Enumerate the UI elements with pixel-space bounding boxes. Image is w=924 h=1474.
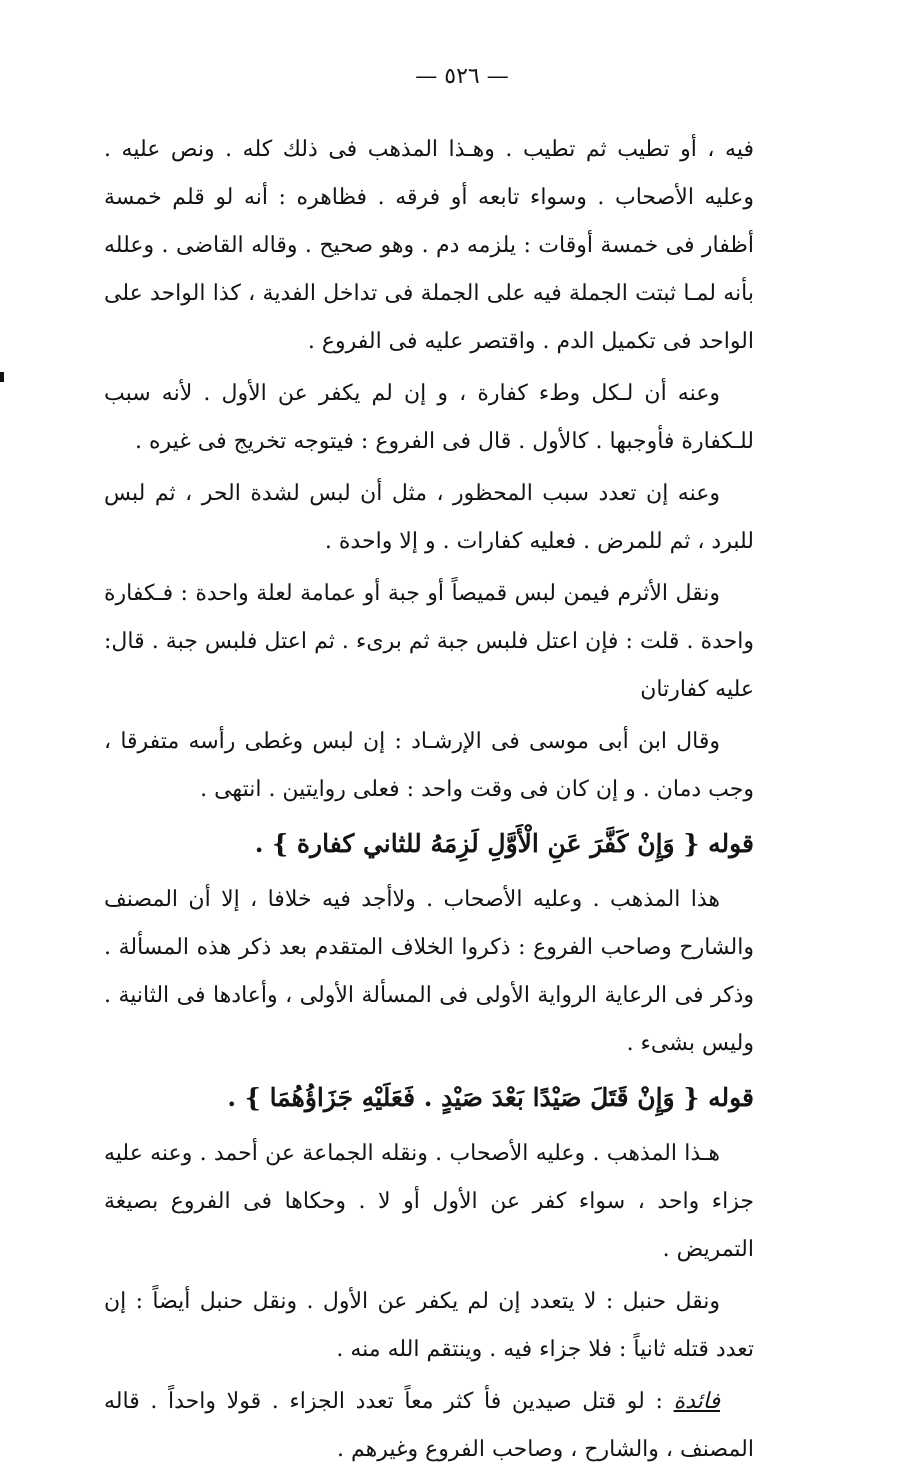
paragraph-3: وعنه إن تعدد سبب المحظور ، مثل أن لبس لشدة الحر ، ثم لبس للبرد ، ثم للمرض . فعليه كفارات . و إلا واحدة . xyxy=(104,481,754,554)
paragraph-7: هـذا المذهب . وعليه الأصحاب . ونقله الجماعة عن أحمد . وعنه عليه جزاء واحد ، سواء كفر عن الأول أو لا . وحكاها فى الفروع بصيغة التمريض . xyxy=(104,1141,754,1262)
section-heading-1: قوله { وَإِنْ كَفَّرَ عَنِ الْأَوَّلِ لَزِمَهُ للثاني كفارة } . xyxy=(254,829,754,858)
note-label: فائدة xyxy=(673,1389,720,1414)
paragraph-9 xyxy=(104,1378,754,1474)
paragraph-5: وقال ابن أبى موسى فى الإرشـاد : إن لبس وغطى رأسه متفرقا ، وجب دمان . و إن كان فى وقت واحد : فعلى روايتين . انتهى . xyxy=(104,729,754,802)
note-text: : لو قتل صيدين فأ كثر معاً تعدد الجزاء . قولا واحداً . قاله المصنف ، والشارح ، وصاحب الفروع وغيرهم . xyxy=(104,1389,754,1462)
paragraph-4: ونقل الأثرم فيمن لبس قميصاً أو جبة أو عمامة لعلة واحدة : فـكفارة واحدة . قلت : فإن اعتل فلبس جبة ثم برىء . ثم اعتل فلبس جبة . قال: عليه كفارتان xyxy=(104,581,754,702)
section-heading-2: قوله { وَإِنْ قَتَلَ صَيْدًا بَعْدَ صَيْدٍ . فَعَلَيْهِ جَزَاؤُهُمَا } . xyxy=(227,1083,754,1112)
page-number: — ٥٢٦ — xyxy=(415,64,509,89)
paragraph-6: هذا المذهب . وعليه الأصحاب . ولاأجد فيه خلافا ، إلا أن المصنف والشارح وصاحب الفروع : ذكروا الخلاف المتقدم بعد ذكر هذه المسألة . وذكر فى الرعاية الرواية الأولى فى المسألة الأولى ، وأعادها فى الثانية . وليس بشىء . xyxy=(104,887,754,1056)
paragraph-8: ونقل حنبل : لا يتعدد إن لم يكفر عن الأول . ونقل حنبل أيضاً : إن تعدد قتله ثانياً : فلا جزاء فيه . وينتقم الله منه . xyxy=(104,1289,754,1362)
paragraph-2: وعنه أن لـكل وطء كفارة ، و إن لم يكفر عن الأول . لأنه سبب للـكفارة فأوجبها . كالأول . قال فى الفروع : فيتوجه تخريج فى غيره . xyxy=(104,381,754,454)
text-body xyxy=(104,126,754,1474)
scan-edge-mark xyxy=(0,372,4,382)
paragraph-1: فيه ، أو تطيب ثم تطيب . وهـذا المذهب فى ذلك كله . ونص عليه . وعليه الأصحاب . وسواء تابعه أو فرقه . فظاهره : أنه لو قلم خمسة أظفار فى خمسة أوقات : يلزمه دم . وهو صحيح . وقاله القاضى . وعلله بأنه لمـا ثبتت الجملة فيه على الجملة فى تداخل الفدية ، كذا الواحد على الواحد فى تكميل الدم . واقتصر عليه فى الفروع . xyxy=(104,137,754,354)
